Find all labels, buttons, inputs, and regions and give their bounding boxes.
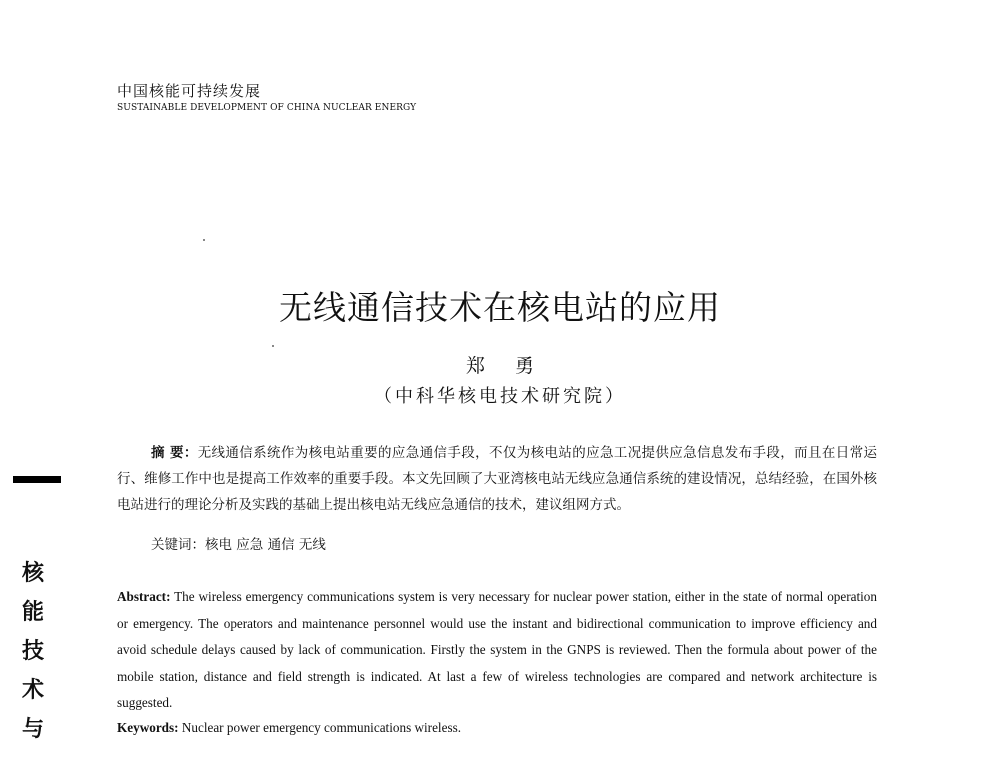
abstract-cn-label: 摘 要：	[151, 445, 198, 461]
journal-series-en: SUSTAINABLE DEVELOPMENT OF CHINA NUCLEAR ENERGY	[117, 103, 417, 113]
side-tab-bar	[13, 476, 61, 483]
side-tab-column	[18, 554, 48, 749]
side-tab-char: 术	[21, 677, 44, 703]
journal-series-cn: 中国核能可持续发展	[117, 82, 262, 100]
abstract-cn-text: 无线通信系统作为核电站重要的应急通信手段，不仅为核电站的应急工况提供应急信息发布手段，而且在日常运行、维修工作中也是提高工作效率的重要手段。本文先回顾了大亚湾核电站无线应急通信系统的建设情况，总结经验，在国外核电站进行的理论分析及实践的基础上提出核电站无线应急通信的技术，建议组网方式。	[117, 445, 877, 513]
keywords-cn	[151, 533, 326, 553]
scan-speck	[203, 239, 205, 241]
keywords-cn-label: 关键词：	[151, 537, 205, 553]
keywords-en	[117, 720, 461, 736]
keywords-cn-text: 核电 应急 通信 无线	[205, 537, 326, 553]
author-affiliation: （中科华核电技术研究院）	[374, 386, 626, 407]
abstract-cn	[117, 440, 877, 518]
article-title: 无线通信技术在核电站的应用	[279, 288, 721, 327]
keywords-en-text: Nuclear power emergency communications wireless.	[181, 720, 462, 735]
side-tab-char: 核	[21, 560, 44, 586]
abstract-en-label: Abstract:	[117, 589, 171, 604]
side-tab-char: 能	[21, 599, 44, 625]
author-name: 郑 勇	[465, 355, 547, 377]
abstract-en-text: The wireless emergency communications system is very necessary for nuclear power station, either in the state of normal operation or emergency. The operators and maintenance personnel would use the instant and bidirectional communication to improve efficiency and avoid schedule delays caused by lack of communication. Firstly the system in the GNPS is reviewed. Then the formula about power of the mobile station, distance and field strength is indicated. At last a few of wireless technologies are compared and network architecture is suggested.	[117, 589, 877, 711]
abstract-en	[117, 584, 877, 717]
keywords-en-label: Keywords:	[117, 720, 179, 735]
scan-speck	[272, 345, 274, 347]
side-tab-char: 技	[21, 638, 44, 664]
side-tab-char: 与	[21, 716, 44, 742]
